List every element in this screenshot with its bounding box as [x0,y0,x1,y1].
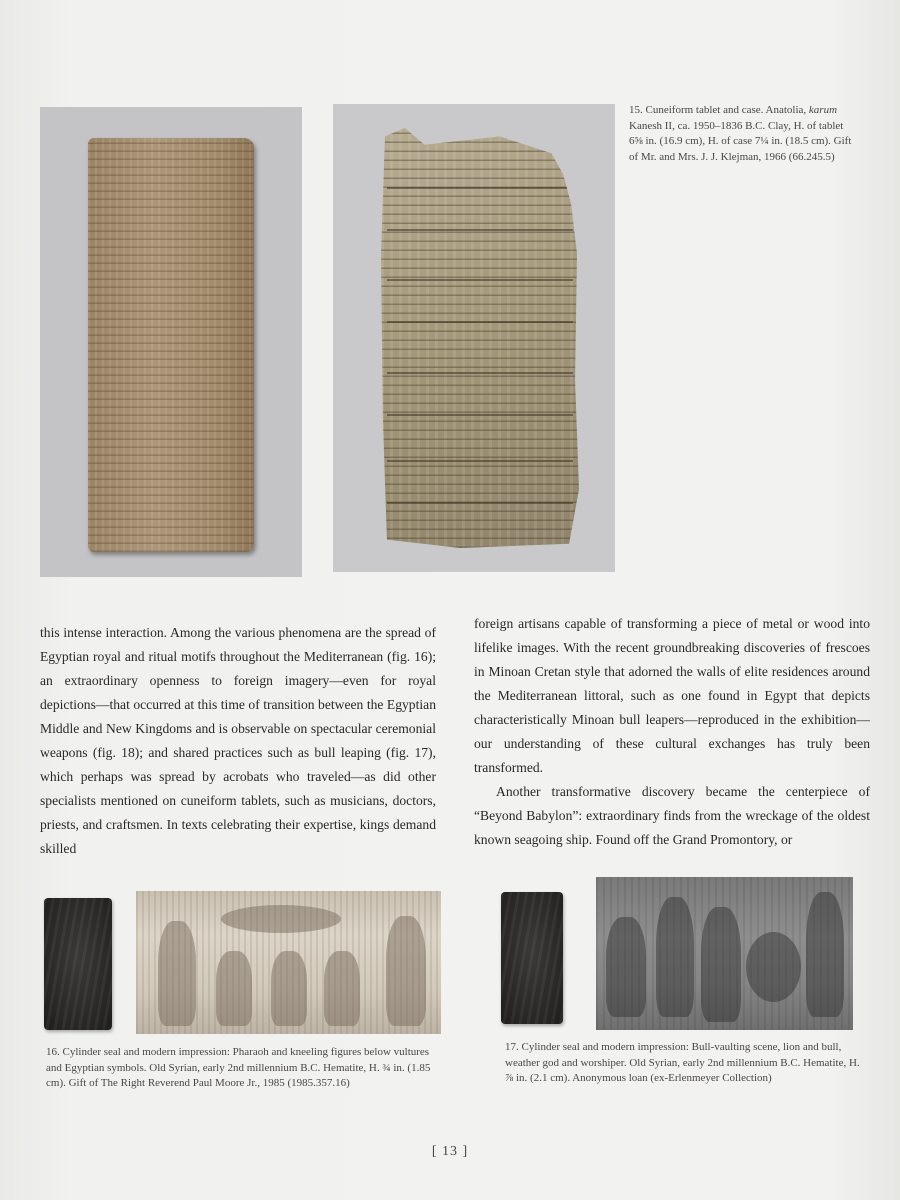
cylinder-seal-17-image [501,892,563,1024]
cuneiform-tablet-image [88,138,254,552]
seal-impression-16-image [136,891,441,1034]
text-column-left [40,621,436,861]
body-paragraph: this intense interaction. Among the various phenomena are the spread of Egyptian royal and ritual motifs throughout the Mediterranean (fig. 16); an extraordinary openness to foreign imagery—even for royal depictions—that occurred at this time of transition between the Egyptian Middle and New Kingdoms and is observable on spectacular ceremonial weapons (fig. 18); and shared practices such as bull leaping (fig. 17), which perhaps was spread by acrobats who traveled—as did other specialists mentioned on cuneiform tablets, such as musicians, doctors, priests, and craftsmen. In texts celebrating their expertise, kings demand skilled [40,625,436,856]
body-paragraph: Another transformative discovery became the centerpiece of “Beyond Babylon”: extraordinary finds from the wreckage of the oldest known seagoing ship. Found off the Grand Promontory, or [474,784,870,847]
page-number: [ 13 ] [431,1144,469,1159]
figure-16-caption: 16. Cylinder seal and modern impression: Pharaoh and kneeling figures below vultures and Egyptian symbols. Old Syrian, early 2nd millennium B.C. Hematite, H. ¾ in. (1.85 cm). Gift of The Right Reverend Paul Moore Jr., 1985 (1985.357.16) [46,1046,431,1089]
cylinder-seal-16-image [44,898,112,1030]
text-column-right [474,612,870,852]
figure-15-caption: 15. Cuneiform tablet and case. Anatolia, karum Kanesh II, ca. 1950–1836 B.C. Clay, H. of tablet 6⅝ in. (16.9 cm), H. of case 7¼ in. (18.5 cm). Gift of Mr. and Mrs. J. J. Klejman, 1966 (66.245.5) [629,104,852,163]
body-paragraph: foreign artisans capable of transforming a piece of metal or wood into lifelike images. With the recent groundbreaking discoveries of frescoes in Minoan Cretan style that adorned the walls of elite residences around the Mediterranean littoral, such as one found in Egypt that depicts characteristically Minoan bull leapers—reproduced in the exhibition—our understanding of these cultural exchanges has truly been transformed. [474,616,870,775]
figure-17-caption: 17. Cylinder seal and modern impression: Bull-vaulting scene, lion and bull, weather god and worshiper. Old Syrian, early 2nd millennium B.C. Hematite, H. ⅞ in. (2.1 cm). Anonymous loan (ex-Erlenmeyer Collection) [505,1041,860,1084]
seal-impression-17-image [596,877,853,1030]
cuneiform-case-image [381,128,579,548]
